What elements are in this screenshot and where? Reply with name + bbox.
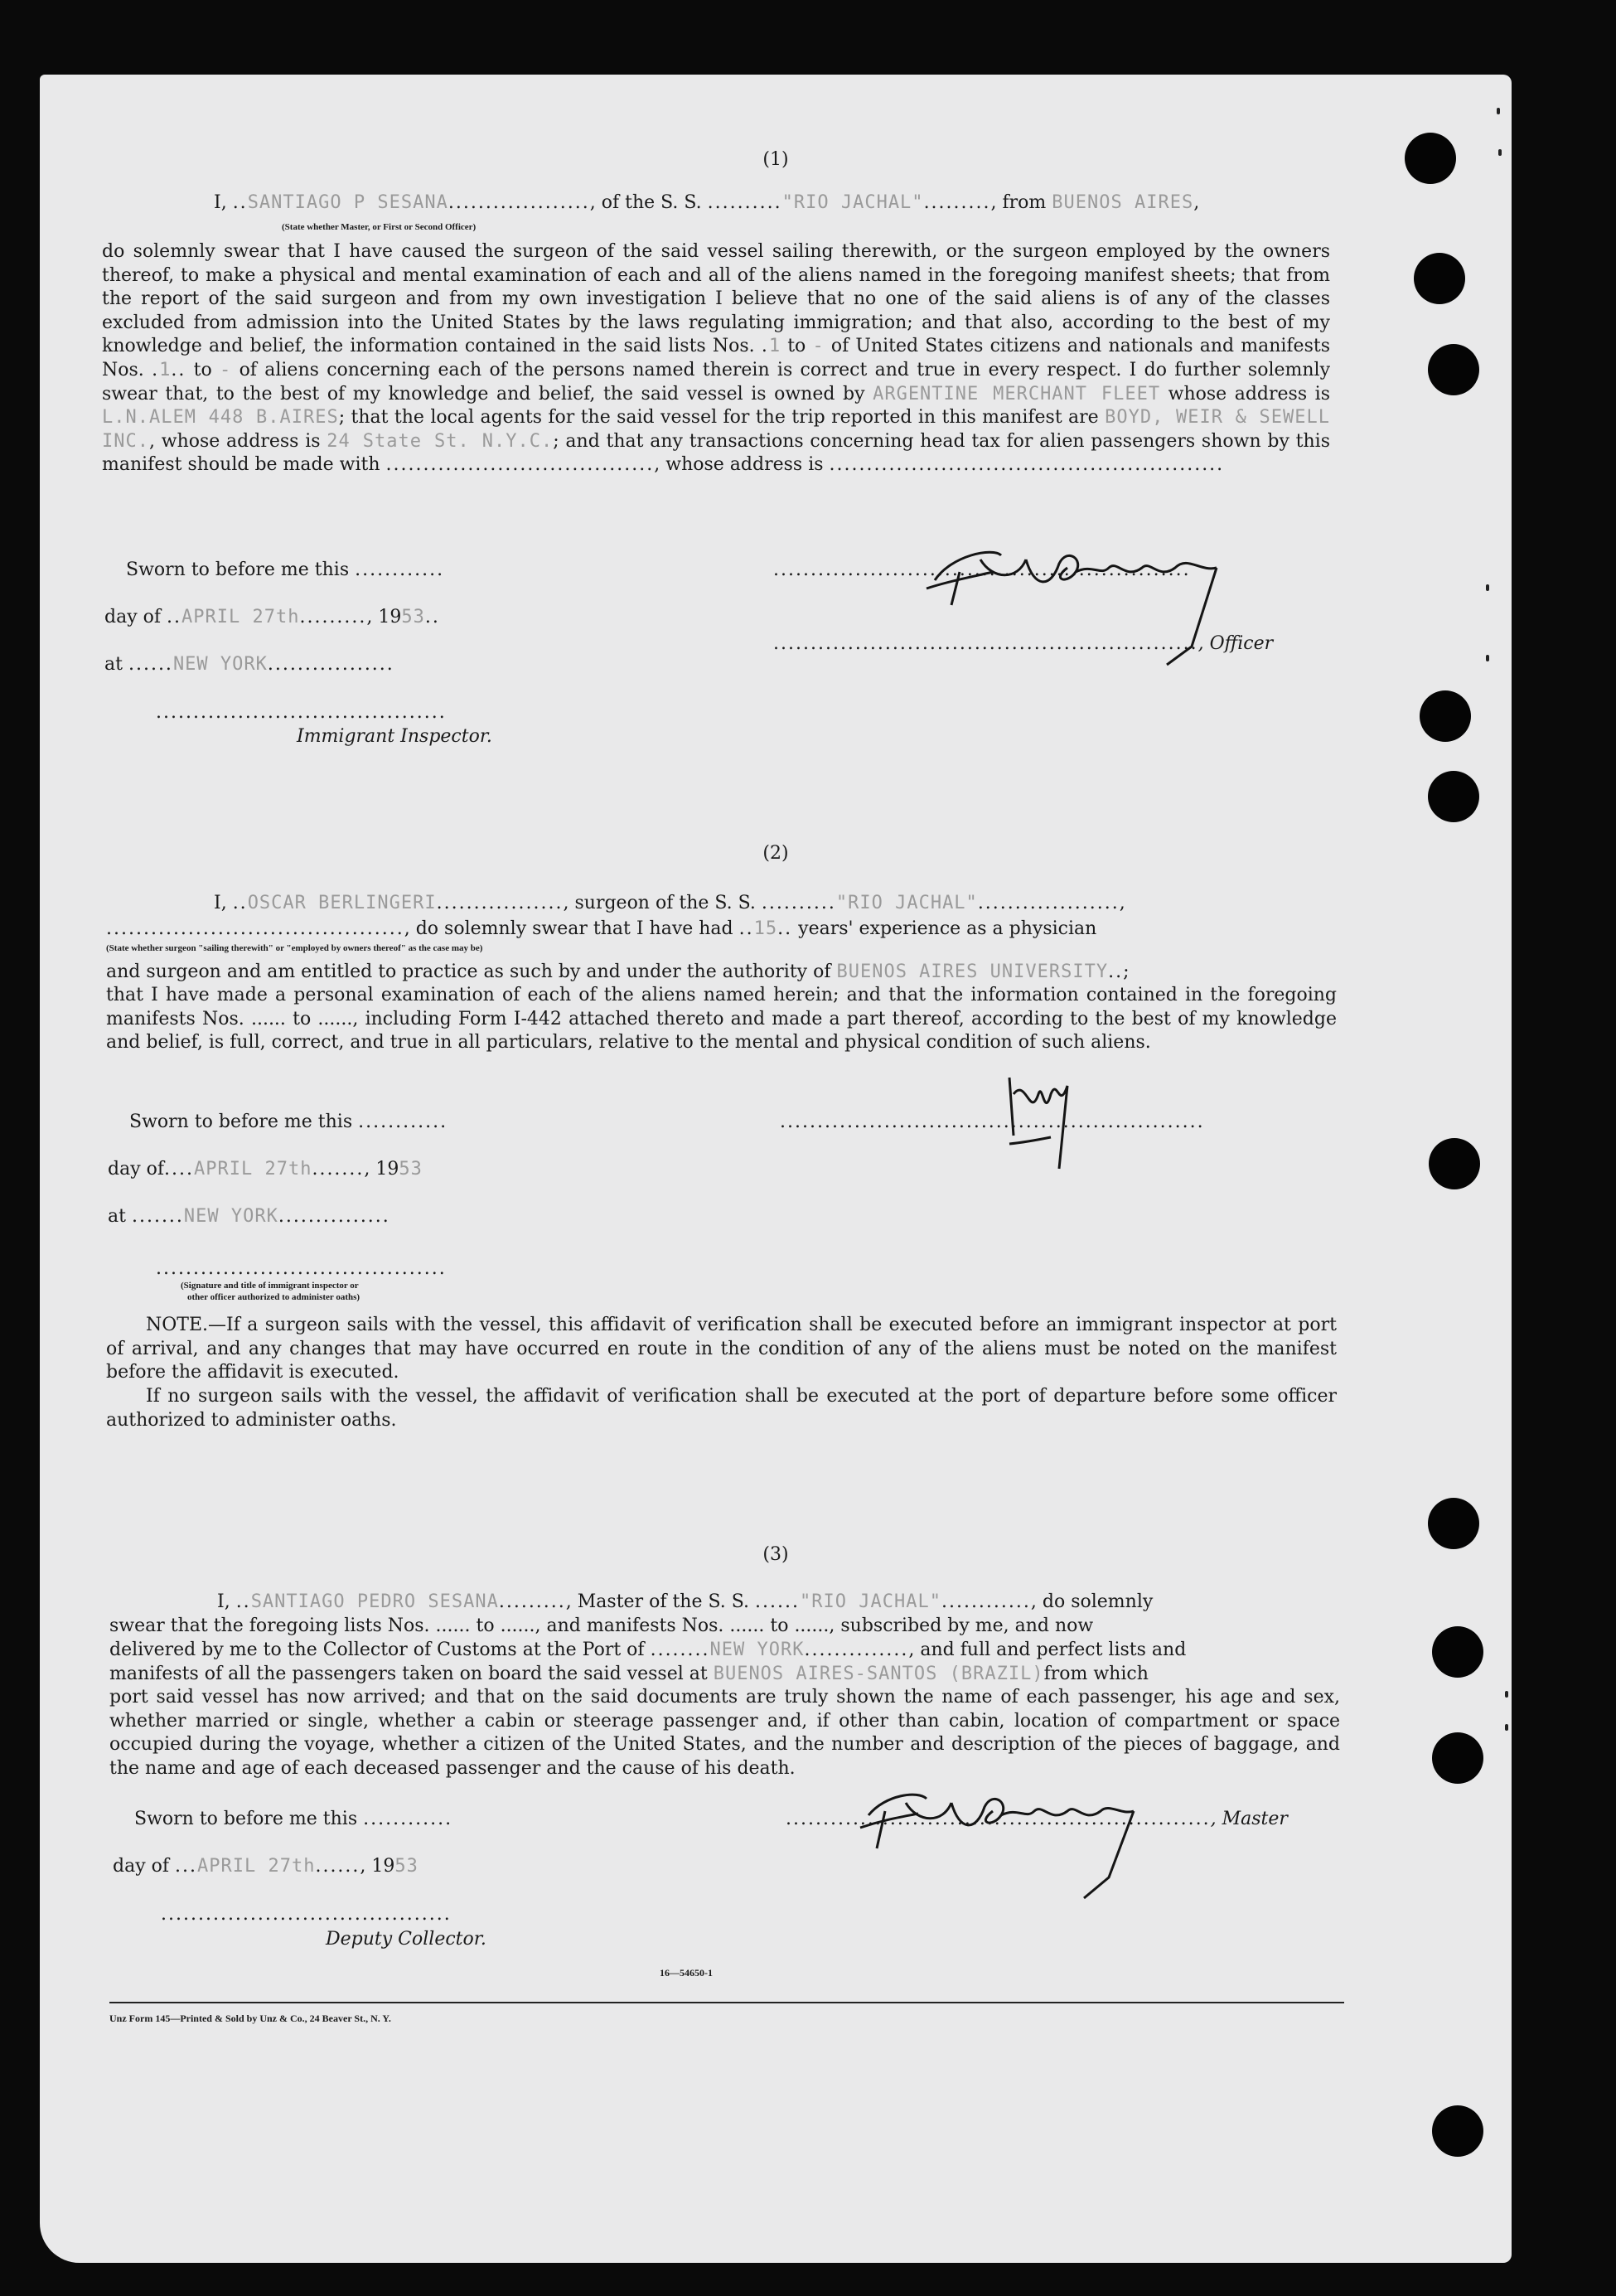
arrival-port: NEW YORK <box>709 1640 805 1660</box>
section-2-year: 53 <box>399 1159 423 1179</box>
agents-address: 24 State St. N.Y.C. <box>327 430 554 452</box>
binder-hole <box>1432 1732 1483 1784</box>
deputy-collector-label: Deputy Collector. <box>326 1929 486 1950</box>
section-3-day: day of ...APRIL 27th......, 1953 <box>113 1856 419 1877</box>
section-1-sworn: Sworn to before me this ............ <box>126 559 445 580</box>
section-2-line1: I, ..OSCAR BERLINGERI................., surgeon of the S. S. .........."RIO JACHAL"..................., <box>214 893 1125 913</box>
section-2-state-note: (State whether surgeon "sailing therewith" or "employed by owners thereof" as the case may be) <box>106 943 483 953</box>
section-1-date: APRIL 27th <box>181 607 300 627</box>
binder-hole <box>1405 133 1456 184</box>
section-2-line2: ........................................, do solemnly swear that I have had ..15.. years' experience as a physician <box>106 918 1097 939</box>
section-3-sworn: Sworn to before me this ............ <box>134 1809 453 1829</box>
local-agents: BOYD, WEIR & SEWELL INC. <box>102 407 1330 452</box>
binder-hole <box>1428 344 1479 395</box>
section-3-vessel: "RIO JACHAL" <box>800 1591 941 1612</box>
practice-authority: BUENOS AIRES UNIVERSITY <box>836 962 1109 982</box>
section-3-line3: delivered by me to the Collector of Customs at the Port of ........NEW YORK.............., and full and perfect lists and <box>109 1640 1187 1660</box>
surgeon-signature-line: ......................................................... <box>780 1112 1205 1132</box>
immigrant-inspector-label: Immigrant Inspector. <box>297 726 492 747</box>
officer-signature-line-1: ........................................................ <box>773 559 1191 580</box>
section-2-vessel: "RIO JACHAL" <box>835 893 978 913</box>
section-1-state-note: (State whether Master, or First or Second Officer) <box>282 222 477 232</box>
binder-hole <box>1429 1138 1480 1189</box>
speck <box>1505 1691 1508 1698</box>
vessel-name: "RIO JACHAL" <box>781 192 924 213</box>
lists-to: - <box>812 336 825 357</box>
binder-hole <box>1414 253 1465 304</box>
section-2-signature-line: ....................................... <box>156 1258 447 1279</box>
section-1-place: NEW YORK <box>172 654 268 675</box>
manifests-from: 1 <box>159 359 172 380</box>
officer-signature <box>902 522 1316 671</box>
section-1-year: 53 <box>401 607 425 627</box>
boarding-ports: BUENOS AIRES-SANTOS (BRAZIL) <box>713 1664 1044 1684</box>
form-code: 16—54650-1 <box>660 1967 713 1979</box>
binder-hole <box>1432 1626 1483 1678</box>
binder-hole <box>1428 771 1479 822</box>
section-3-number: (3) <box>762 1544 789 1565</box>
section-1-number: (1) <box>762 149 789 170</box>
speck <box>1497 108 1500 114</box>
speck <box>1486 655 1489 661</box>
binder-hole <box>1432 2105 1483 2157</box>
section-3-line2: swear that the foregoing lists Nos. ...... to ......, and manifests Nos. ...... to ......, subscribed by me, and now <box>109 1615 1094 1636</box>
section-2-date: APRIL 27th <box>194 1159 312 1179</box>
section-2-sig-note-2: other officer authorized to administer oaths) <box>187 1292 360 1302</box>
manifests-to: - <box>220 359 232 380</box>
section-3-signature-line: ....................................... <box>161 1904 452 1925</box>
section-3-date: APRIL 27th <box>197 1856 316 1877</box>
binder-hole <box>1420 690 1471 742</box>
section-2-entitled: and surgeon and am entitled to practice as such by and under the authority of BUENOS AIRES UNIVERSITY..; <box>106 962 1130 982</box>
section-3-year: 53 <box>394 1856 419 1877</box>
departure-port: BUENOS AIRES <box>1052 192 1194 213</box>
surgeon-signature <box>993 1044 1125 1194</box>
section-1-line1: I, ..SANTIAGO P SESANA..................., of the S. S. .........."RIO JACHAL"........., from BUENOS AIRES, <box>214 192 1200 213</box>
surgeon-note-1: NOTE.—If a surgeon sails with the vessel, this affidavit of verification shall be executed before an immigrant inspector at port of arrival, and any changes that may have occurred en route in the condition of any of the aliens must be noted on the manifest before the affidavit is executed. <box>106 1315 1337 1383</box>
speck <box>1505 1724 1508 1731</box>
footer-rule <box>109 2002 1344 2003</box>
master-signature-line: ........................................................., Master <box>786 1809 1288 1829</box>
section-3-line4: manifests of all the passengers taken on board the said vessel at BUENOS AIRES-SANTOS (BRAZIL)from which <box>109 1664 1149 1684</box>
owner-address: L.N.ALEM 448 B.AIRES <box>102 407 339 429</box>
section-3-line1: I, ..SANTIAGO PEDRO SESANA........., Master of the S. S. ......"RIO JACHAL"............, do solemnly <box>217 1591 1154 1612</box>
form-page <box>40 75 1512 2263</box>
section-2-place: NEW YORK <box>183 1206 278 1227</box>
section-2-at: at .......NEW YORK............... <box>108 1206 390 1227</box>
lists-from: 1 <box>768 336 781 357</box>
master-name: SANTIAGO P SESANA <box>247 192 448 213</box>
speck <box>1486 584 1489 591</box>
section-2-number: (2) <box>762 843 789 864</box>
section-1-at: at ......NEW YORK................. <box>104 654 394 675</box>
speck <box>1498 149 1502 156</box>
years-experience: 15 <box>753 918 778 939</box>
section-2-sworn: Sworn to before me this ............ <box>129 1112 448 1132</box>
binder-hole <box>1428 1498 1479 1549</box>
surgeon-note-2: If no surgeon sails with the vessel, the affidavit of verification shall be executed at the port of departure before some officer authorized to administer oaths. <box>106 1386 1337 1431</box>
section-3-master-name: SANTIAGO PEDRO SESANA <box>250 1591 499 1612</box>
master-signature <box>835 1766 1208 1931</box>
section-2-body: that I have made a personal examination of each of the aliens named herein; and that the information contained in the foregoing manifests Nos. ...... to ......, including Form I-442 attached thereto and made a part thereof, according to the best of my knowledge and belief, is full, correct, and true in all particulars, relative to the mental and physical condition of such aliens. <box>106 985 1337 1054</box>
section-1-body: do solemnly swear that I have caused the surgeon of the said vessel sailing therewith, or the surgeon employed by the owners thereof, to make a physical and mental examination of each and all of the aliens named in the foregoing manifest sheets; that from the report of the said surgeon and from my own investigation I believe that no one of the said aliens is of any of the classes excluded from admission into the United States by the laws regulating immigration; and that also, according to the best of my knowledge and belief, the information contained in the said lists Nos. .1 to - of United States citizens and nationals and manifests Nos. .1.. to - of aliens concerning each of the persons named therein is correct and true in every respect. I do further solemnly swear that, to the best of my knowledge and belief, the said vessel is owned by ARGENTINE MERCHANT FLEET whose address is L.N.ALEM 448 B.AIRES; that the local agents for the said vessel for the trip reported in this manifest are BOYD, WEIR & SEWELL INC., whose address is 24 State St. N.Y.C.; and that any transactions concerning head tax for alien passengers shown by this manifest should be made with ...................................., whose address is ..................................................... <box>102 241 1331 476</box>
section-2-day: day of....APRIL 27th......., 1953 <box>108 1159 423 1179</box>
section-1-day: day of ..APRIL 27th........., 1953.. <box>104 607 440 627</box>
inspector-signature-line: ....................................... <box>156 702 447 723</box>
officer-signature-line-2: ........................................................., Officer <box>773 633 1274 654</box>
surgeon-name: OSCAR BERLINGERI <box>247 893 437 913</box>
section-3-body: port said vessel has now arrived; and that on the said documents are truly shown the name of each passenger, his age and sex, whether married or single, whether a cabin or steerage passenger and, if other than cabin, location of compartment or space occupied during the voyage, whether a citizen of the United States, and the number and description of the pieces of baggage, and the name and age of each deceased passenger and the cause of his death. <box>109 1687 1340 1779</box>
vessel-owner: ARGENTINE MERCHANT FLEET <box>873 383 1161 404</box>
footer-printer: Unz Form 145—Printed & Sold by Unz & Co., 24 Beaver St., N. Y. <box>109 2013 391 2024</box>
section-2-sig-note-1: (Signature and title of immigrant inspector or <box>181 1281 359 1291</box>
